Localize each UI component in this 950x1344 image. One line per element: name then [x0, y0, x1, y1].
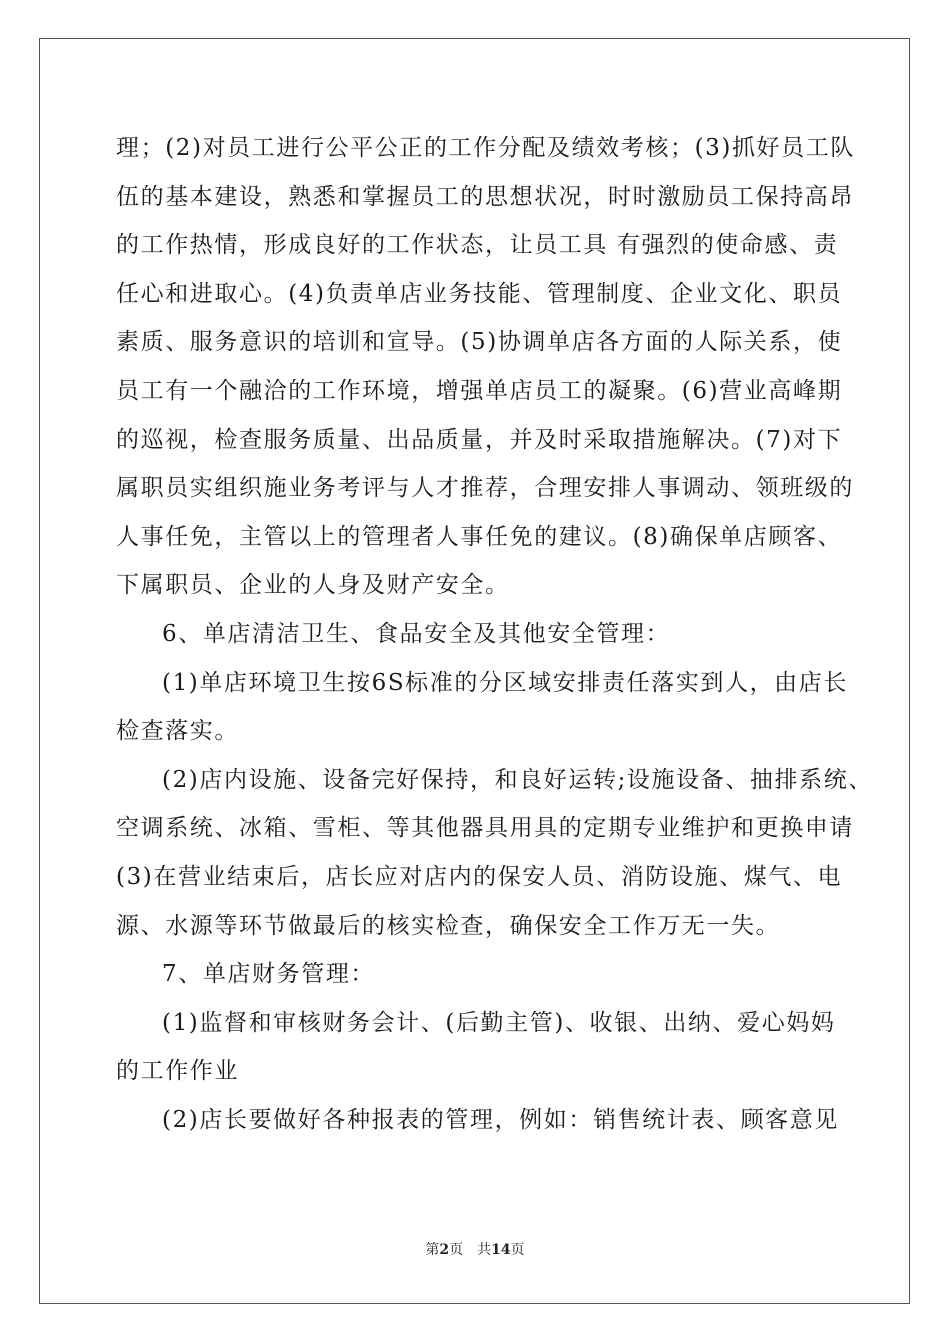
- total-suffix: 页: [510, 1242, 525, 1258]
- text-line: 员工有一个融洽的工作环境，增强单店员工的凝聚。(6)营业高峰期: [116, 377, 843, 404]
- text-line: 的工作作业: [116, 1058, 239, 1085]
- total-pages: 14: [491, 1242, 511, 1258]
- text-line: 属职员实组织施业务考评与人才推荐，合理安排人事调动、领班级的: [116, 475, 854, 502]
- text-line: (3)在营业结束后，店长应对店内的保安人员、消防设施、煤气、电: [116, 863, 843, 890]
- text-line: 伍的基本建设，熟悉和掌握员工的思想状况，时时激励员工保持高昂: [116, 183, 854, 210]
- total-prefix: 共: [477, 1242, 492, 1258]
- text-line: 6、单店清洁卫生、食品安全及其他安全管理：: [162, 620, 671, 647]
- page-number: 2: [439, 1242, 450, 1258]
- text-line: 的巡视，检查服务质量、出品质量，并及时采取措施解决。(7)对下: [116, 426, 843, 453]
- text-line: 任心和进取心。(4)负责单店业务技能、管理制度、企业文化、职员: [116, 280, 843, 307]
- text-line: 人事任免，主管以上的管理者人事任免的建议。(8)确保单店顾客、: [116, 523, 843, 550]
- text-line: (2)店内设施、设备完好保持，和良好运转;设施设备、抽排系统、: [162, 766, 873, 793]
- text-line: 素质、服务意识的培训和宣导。(5)协调单店各方面的人际关系，使: [116, 329, 843, 356]
- text-line: 理；(2)对员工进行公平公正的工作分配及绩效考核；(3)抓好员工队: [116, 135, 855, 161]
- text-line: 的工作热情，形成良好的工作状态，让员工具 有强烈的使命感、责: [116, 232, 839, 259]
- text-line: 源、水源等环节做最后的核实检查，确保安全工作万无一失。: [116, 912, 781, 939]
- text-line: 检查落实。: [116, 718, 239, 745]
- text-line: (1)单店环境卫生按6S标准的分区域安排责任落实到人，由店长: [162, 669, 848, 696]
- text-line: 下属职员、企业的人身及财产安全。: [116, 572, 510, 599]
- text-line: (2)店长要做好各种报表的管理，例如：销售统计表、顾客意见: [162, 1106, 839, 1133]
- page-prefix: 第: [425, 1242, 440, 1258]
- text-line: 空调系统、冰箱、雪柜、等其他器具用具的定期专业维护和更换申请: [116, 815, 854, 842]
- text-line: 7、单店财务管理：: [162, 961, 376, 988]
- page-suffix: 页: [449, 1242, 464, 1258]
- text-line: (1)监督和审核财务会计、(后勤主管)、收银、出纳、爱心妈妈: [162, 1009, 836, 1036]
- page-footer: [0, 1239, 950, 1259]
- document-body: [116, 128, 873, 1148]
